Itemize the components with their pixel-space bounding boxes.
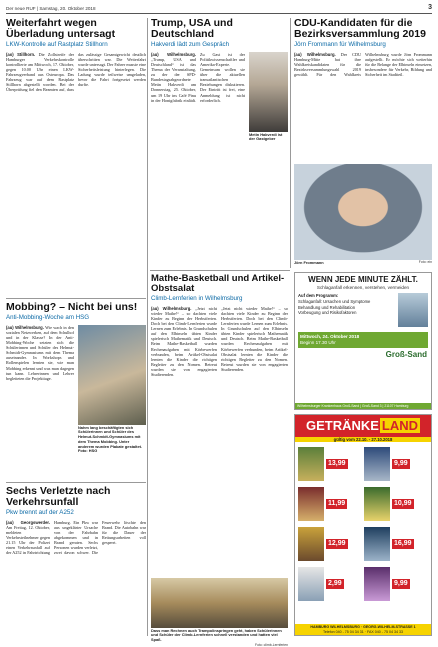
page-number: 3 [428,4,432,11]
issue-info: Der neue RUF | Samstag, 20. Oktober 2018 [6,6,96,11]
price-tag: 9,99 [392,579,410,590]
article-body [6,52,146,93]
ad-footer: Wilhelmsburger Krankenhaus Groß-Sand | Groß-Sand 3 | 21107 Hamburg [295,403,431,409]
article-body-continued [221,306,288,576]
price-tag: 9,99 [392,459,410,470]
ad-time: Beginn 17.30 Uhr [300,339,336,345]
byline: (au) Wilhelmsburg. [6,324,44,330]
product-image [298,487,324,521]
article-body [294,52,432,162]
headline: Sechs Verletzte nach Verkehrsunfall [6,485,111,509]
subline: Hakverdi lädt zum Gespräch [151,41,230,49]
article-cdu [294,18,432,268]
headline: Mobbing? – Nicht bei uns! [6,301,138,313]
product-image [364,487,390,521]
ad-item: Behandlung und Rehabilitation [298,304,356,310]
hakverdi-photo [249,52,288,132]
photo-caption: Metin Hakverdi ist der Gastgeber [249,131,283,142]
ad-getraenke-land[interactable] [294,414,432,636]
ad-date-box [298,332,428,347]
body-text: Am Freitag, 12. Oktober, meldeten Verkehrsteilnehmer gegen 21.15 Uhr der Polizei einen Verkehrsunfall auf der A252 in Fahrtrichtung Hamburg. Ein Pkw war aus ungeklärter Ursache von der Fahrbahn abgekommen und in Brand geraten. Sechs Personen wurden verletzt, zwei davon schwer. Die Feuerwehr löschte den Brand. Die Autobahn war für die Dauer der Rettungsarbeiten voll gesperrt. [6,519,146,556]
subline: Pkw brennt auf der A252 [6,509,74,517]
section-rule [6,482,146,483]
body-text: „Jetzt nicht wieder Mathe!“ – so dachten viele Kinder zu Beginn der Herbstferien. Doch bei den Climb-Lernferien wurde Lernen zum Erlebnis. In Grundschulen auf den Elbinseln übten Kinder spielerisch Mathematik und Deutsch. Beim Mathe-Basketball wurden Rechenaufgaben mit Körbewerfen verbunden, beim Artikel-Obstsalat lernten die Kinder die richtigen Begleiter zu den Nomen. Betreut wurden sie von engagierten Studierenden. [151,305,217,378]
product-image [364,447,390,481]
subline: Climb-Lernferien in Wilhelmsburg [151,294,243,302]
ad-address: HAMBURG WILHELMSBURG · GEORG-WILHELM-STRASSE 1 [310,625,416,630]
byline: (ao) Stillhorn. [6,51,36,57]
masthead [6,4,432,14]
section-rule [6,298,146,299]
body-text: „Jetzt nicht wieder Mathe!“ – so dachten viele Kinder zu Beginn der Herbstferien. Doch bei den Climb-Lernferien wurde Lernen zum Erlebnis. In Grundschulen auf den Elbinseln übten Kinder spielerisch Mathematik und Deutsch. Beim Mathe-Basketball wurden Rechenaufgaben mit Körbewerfen verbunden, beim Artikel-Obstsalat lernten die Kinder die richtigen Begleiter zu den Nomen. Betreut wurden sie von engagierten Studierenden. [221,305,288,372]
product-image [364,567,390,601]
headline: Trump, USA und Deutschland [151,17,233,41]
product-image [298,567,324,601]
headline: Mathe-Basketball und Artikel-Obstsalat [151,273,285,294]
photo-credit: Foto: ein [418,259,432,264]
price-grid [295,442,431,606]
article-trump [151,18,288,268]
price-tag: 2,99 [326,579,344,590]
doctor-photo [398,293,428,327]
product-image [364,527,390,561]
offer-item [364,525,428,563]
product-image [298,527,324,561]
body-text: Der CDU Hamburg-Mitte hat ihre Wahlkreiskandidaten für die Bezirksversammlungswahl 2019 gewählt. Für den Wahlkreis Wilhelmsburg wurde Jörn Frommann aufgestellt. Er möchte sich weiterhin für die Belange der Elbinseln einsetzen, insbesondere für Verkehr, Bildung und Sicherheit im Stadtteil. [294,51,432,78]
body-text: Die Zollstreife der Hamburger Verkehrskontrolle kontrollierte am Mittwoch, 17. Oktober, gegen 10.00 Uhr einen LKW-Fahrzeugverband aus Osteuropa. Das Fahrzeug war auf dem Rastplatz Stillhorn abgestellt worden. Bei der Überprüfung fiel den Beamten auf, dass das zulässige Gesamtgewicht deutlich überschritten war. Die Weiterfahrt wurde untersagt. Der Fahrer musste eine Sicherheitsleistung hinterlegen. Die Ladung wurde teilweise umgeladen, bevor die Fahrt fortgesetzt werden durfte. [6,51,146,93]
ad-venue-logo: Groß-Sand [385,349,427,359]
offer-item [298,485,362,523]
body-text: Wie wach in den sozialen Netzwerken, auf dem Schulhof und in der Klasse? In der Anti-Mobbing-Woche setzten sich die Schülerinnen und Schüler des Helmut-Schmidt-Gymnasiums mit dem Thema auseinander. In Workshops und Rollenspielen lernten sie, wie man Mobbing erkennt und was man dagegen tun kann. Lehrerinnen und Lehrer begleiteten die Projekttage. [6,324,74,381]
ad-schlaganfall[interactable] [294,272,432,410]
offer-item [364,485,428,523]
price-tag: 10,99 [392,499,414,510]
ad-subline: Schlaganfall erkennen, verstehen, vermeiden [316,284,410,290]
offer-item [364,565,428,603]
price-tag: 11,99 [326,499,347,510]
brand-text: GETRÄNKE [305,418,379,433]
article-body [151,306,217,576]
frommann-photo [294,164,432,260]
byline: (au) Wilhelmsburg. [151,51,196,57]
section-rule [150,270,290,271]
subline: Anti-Mobbing-Woche am HSG [6,314,90,322]
byline: (au) Georgswerder. [6,519,50,525]
offer-item [298,525,362,563]
ad-intro: Auf dem Programm: [298,293,339,299]
photo-caption: Nahm lang beschäftigten sich Schülerinnen und Schüler des Helmut-Schmidt-Gymnasiums mit dem Thema Mobbing. Unter anderem wurden Plakate gestaltet. Foto: HSG [78,424,143,454]
article-body [151,52,245,143]
article-body [6,520,146,556]
price-tag: 12,99 [326,539,348,550]
headline: CDU-Kandidaten für die Bezirksversammlung 2019 [294,17,426,41]
ad-period: gültig vom 22.10. - 27.10.2018 [295,437,431,442]
ad-item: Schlaganfall: Ursachen und Symptome [298,299,371,305]
byline: (au) Wilhelmsburg. [151,305,192,311]
photo-caption: Jörn Frommann [294,259,324,265]
price-tag: 13,99 [326,459,348,470]
offer-item [364,445,428,483]
article-mobbing [6,302,146,480]
offer-item [298,445,362,483]
article-verkehrsunfall [6,486,146,636]
ad-headline: WENN JEDE MINUTE ZÄHLT. [308,275,418,284]
body-text: „Trump, USA und Deutschland“ ist das Thema der Veranstaltung, zu der der SPD-Bundestagsabgeordnete Metin Hakverdi am Donnerstag, 25. Oktober, um 19 Uhr ins Café Pinu in der Honigfabrik einlädt. Zu Gast ist der Politikwissenschaftler und Amerika-Experte. Gemeinsam wollen sie über die aktuellen transatlantischen Beziehungen diskutieren. Der Eintritt ist frei, eine Anmeldung ist nicht erforderlich. [151,51,245,103]
byline: (au) Wilhelmsburg. [294,51,336,57]
headline: Weiterfahrt wegen Überladung untersagt [6,17,116,41]
ad-date: Mittwoch, 24. Oktober 2018 [300,334,360,340]
brand-text-accent: LAND [381,418,419,433]
ad-phone: Telefon 040 - 75 04 34 31 · FAX 040 - 75 04 34 33 [323,629,403,634]
offer-item [298,565,362,603]
ad-item: Vorbeugung und Risikofaktoren [298,309,357,315]
column-rule [147,18,148,636]
climb-photo [151,578,288,628]
photo-caption: Dass man Rechnen auch Trampolinspringen geht, haben Schülerinnen und Schüler der Climb-Lernferien schnell verstanden und hatten viel Spaß. [151,627,282,643]
mobbing-photo [78,325,146,425]
price-tag: 16,99 [392,539,414,550]
ad-footer [295,624,431,635]
subline: LKW-Kontrolle auf Rastplatz Stillhorn [6,41,108,49]
ad-brand [295,415,431,437]
subline: Jörn Frommann für Wilhelmsburg [294,41,386,49]
article-body [6,325,74,455]
column-rule [290,18,291,268]
photo-credit: Foto: climb-Lernferien [255,642,288,647]
product-image [298,447,324,481]
article-weiterfahrt [6,18,146,296]
article-mathe-basketball [151,273,288,647]
